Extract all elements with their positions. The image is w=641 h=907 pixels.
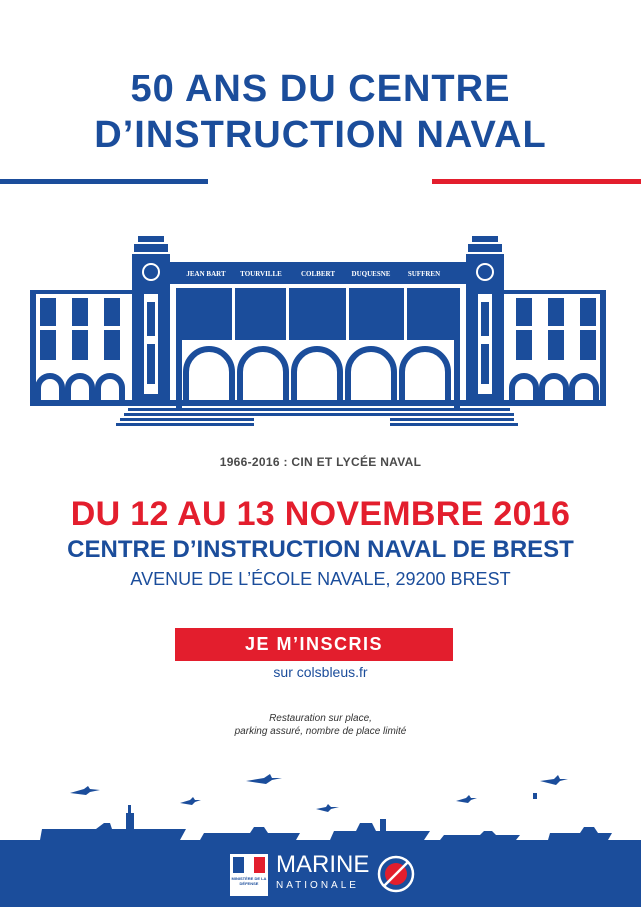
carrier-ship-icon	[40, 823, 186, 840]
plane-icon	[540, 775, 568, 785]
anniversary-subtitle: 1966-2016 : CIN ET LYCÉE NAVAL	[219, 455, 422, 469]
brand-word: MARINE	[276, 851, 370, 878]
frieze-name-2: TOURVILLE	[240, 270, 282, 278]
frieze-name-1: JEAN BART	[186, 270, 226, 278]
frigate-ship-icon	[200, 827, 300, 840]
brand-subword: NATIONALE	[276, 880, 359, 891]
poster-title-line1: 50 ANS DU CENTRE	[130, 68, 511, 110]
parachute-icon	[533, 793, 537, 799]
registration-site-link[interactable]: sur colsbleus.fr	[273, 664, 368, 680]
note-line-2: parking assuré, nombre de place limité	[234, 726, 407, 737]
practical-info-note	[0, 712, 641, 738]
fleet-silhouette-illustration	[0, 765, 641, 845]
event-address: AVENUE DE L’ÉCOLE NAVALE, 29200 BREST	[130, 569, 511, 589]
frieze-name-5: SUFFREN	[407, 270, 441, 278]
event-place: CENTRE D’INSTRUCTION NAVAL DE BREST	[67, 536, 574, 563]
register-button[interactable]: JE M’INSCRIS	[175, 628, 453, 661]
french-flag-icon	[233, 857, 265, 873]
ministry-motto: MINISTÈRE DE LA DÉFENSE	[231, 876, 267, 886]
marine-emblem-icon	[376, 854, 416, 894]
event-dates: DU 12 AU 13 NOVEMBRE 2016	[70, 495, 571, 533]
helicopter-icon	[246, 774, 282, 784]
poster-title-line2: D’INSTRUCTION NAVAL	[94, 114, 547, 156]
marine-nationale-logo	[224, 852, 416, 900]
republique-francaise-emblem	[230, 854, 268, 896]
helicopter-icon	[316, 804, 339, 812]
naval-school-building-illustration	[0, 232, 641, 437]
plane-icon	[456, 795, 477, 803]
frigate-ship-icon	[548, 827, 612, 840]
blue-rule	[0, 179, 208, 184]
patrol-ship-icon	[440, 831, 520, 840]
red-rule	[432, 179, 641, 184]
frieze-name-3: COLBERT	[301, 270, 335, 278]
note-line-1: Restauration sur place,	[269, 713, 372, 724]
plane-icon	[180, 797, 201, 805]
frieze-name-4: DUQUESNE	[351, 270, 391, 278]
helicopter-icon	[70, 786, 100, 795]
